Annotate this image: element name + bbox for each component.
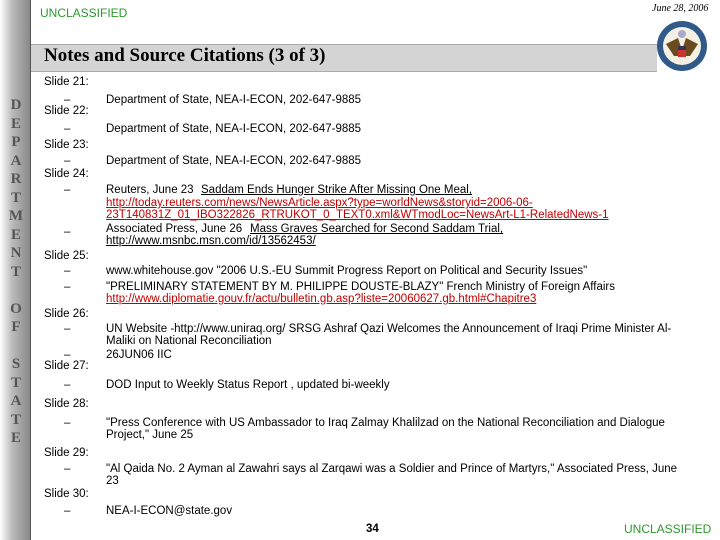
citation: DOD Input to Weekly Status Report , updated bi-weekly xyxy=(106,379,390,391)
side-letter: E xyxy=(10,430,21,446)
side-letter: D xyxy=(10,97,22,113)
citation: 23 xyxy=(106,475,119,487)
citation: "Al Qaida No. 2 Ayman al Zawahri says al Zarqawi was a Soldier and Prince of Martyrs," Associated Press, June xyxy=(106,463,678,475)
reuters-link-cont[interactable]: 23T140831Z_01_IBO322826_RTRUKOT_0_TEXT0.xml&WTmodLoc=NewsArt-L1-RelatedNews-1 xyxy=(106,209,609,221)
bullet-dash: – xyxy=(64,323,71,335)
bullet-dash: – xyxy=(64,226,71,238)
slide-label: Slide 24: xyxy=(44,168,89,180)
slide-label: Slide 21: xyxy=(44,76,89,88)
bullet-dash: – xyxy=(64,265,71,277)
slide-label: Slide 25: xyxy=(44,250,89,262)
side-letter: S xyxy=(11,356,21,372)
citation: "PRELIMINARY STATEMENT BY M. PHILIPPE DOUSTE-BLAZY" French Ministry of Foreign Affairs xyxy=(106,281,615,293)
slide-label: Slide 23: xyxy=(44,139,89,151)
side-letter: E xyxy=(10,115,21,132)
date: June 28, 2006 xyxy=(652,3,709,14)
citation: Department of State, NEA-I-ECON, 202-647-9885 xyxy=(106,155,362,167)
msnbc-link[interactable]: http://www.msnbc.msn.com/id/13562453/ xyxy=(106,235,316,247)
side-letter: T xyxy=(10,411,21,428)
article-title-link[interactable]: Mass Graves Searched for Second Saddam Trial, xyxy=(250,223,504,235)
diplomatie-link[interactable]: http://www.diplomatie.gouv.fr/actu/bulletin.gb.asp?liste=20060627.gb.html#Chapitre3 xyxy=(106,293,537,305)
side-letter: A xyxy=(10,152,22,169)
page-number: 34 xyxy=(366,523,379,535)
slide-label: Slide 30: xyxy=(44,488,89,500)
citation: UN Website -http://www.uniraq.org/ SRSG Ashraf Qazi Welcomes the Announcement of Iraqi Prime Minister Al- xyxy=(106,323,672,335)
side-letter: P xyxy=(11,134,21,150)
side-letter: A xyxy=(10,393,22,409)
bullet-dash: – xyxy=(64,463,71,475)
email-citation: NEA-I-ECON@state.gov xyxy=(106,505,233,517)
classification-header: UNCLASSIFIED xyxy=(40,6,128,20)
slide-label: Slide 26: xyxy=(44,308,89,320)
bullet-dash: – xyxy=(64,123,71,135)
side-letter: E xyxy=(10,226,21,243)
side-letter: T xyxy=(10,374,21,391)
citation: Department of State, NEA-I-ECON, 202-647-9885 xyxy=(106,94,362,106)
classification-footer: UNCLASSIFIED xyxy=(624,522,712,536)
slide-label: Slide 22: xyxy=(44,105,89,117)
bullet-dash: – xyxy=(64,349,71,361)
reuters-link[interactable]: http://today.reuters.com/news/NewsArticle.aspx?type=worldNews&storyid=2006-06- xyxy=(106,197,533,209)
bullet-dash: – xyxy=(64,155,71,167)
citation: 26JUN06 IIC xyxy=(106,349,172,361)
slide-label: Slide 29: xyxy=(44,447,89,459)
citation: "Press Conference with US Ambassador to Iraq Zalmay Khalilzad on the National Reconciliation and Dialogue xyxy=(106,417,665,429)
slide-label: Slide 27: xyxy=(44,360,89,372)
side-letter: R xyxy=(10,171,22,187)
bullet-dash: – xyxy=(64,417,71,429)
page-title: Notes and Source Citations (3 of 3) xyxy=(44,45,326,66)
department-seal-icon xyxy=(656,20,708,72)
citation: Department of State, NEA-I-ECON, 202-647-9885 xyxy=(106,123,362,135)
side-letter: O xyxy=(10,300,22,317)
bullet-dash: – xyxy=(64,379,71,391)
article-title-link[interactable]: Saddam Ends Hunger Strike After Missing One Meal, xyxy=(201,184,473,196)
bullet-dash: – xyxy=(64,184,71,196)
side-letter: T xyxy=(10,189,21,206)
citation: Associated Press, June 26 xyxy=(106,223,243,235)
bullet-dash: – xyxy=(64,505,71,517)
citation: Project," June 25 xyxy=(106,429,194,441)
citation: Reuters, June 23 xyxy=(106,184,194,196)
citation: Maliki on National Reconciliation xyxy=(106,335,272,347)
side-letter: T xyxy=(10,263,21,280)
slide-label: Slide 28: xyxy=(44,398,89,410)
citation: www.whitehouse.gov "2006 U.S.-EU Summit Progress Report on Political and Security Issues" xyxy=(106,265,588,277)
bullet-dash: – xyxy=(64,94,71,106)
bullet-dash: – xyxy=(64,281,71,293)
side-letter: F xyxy=(11,319,21,335)
side-letter: M xyxy=(8,208,24,224)
side-letter: N xyxy=(10,245,22,261)
